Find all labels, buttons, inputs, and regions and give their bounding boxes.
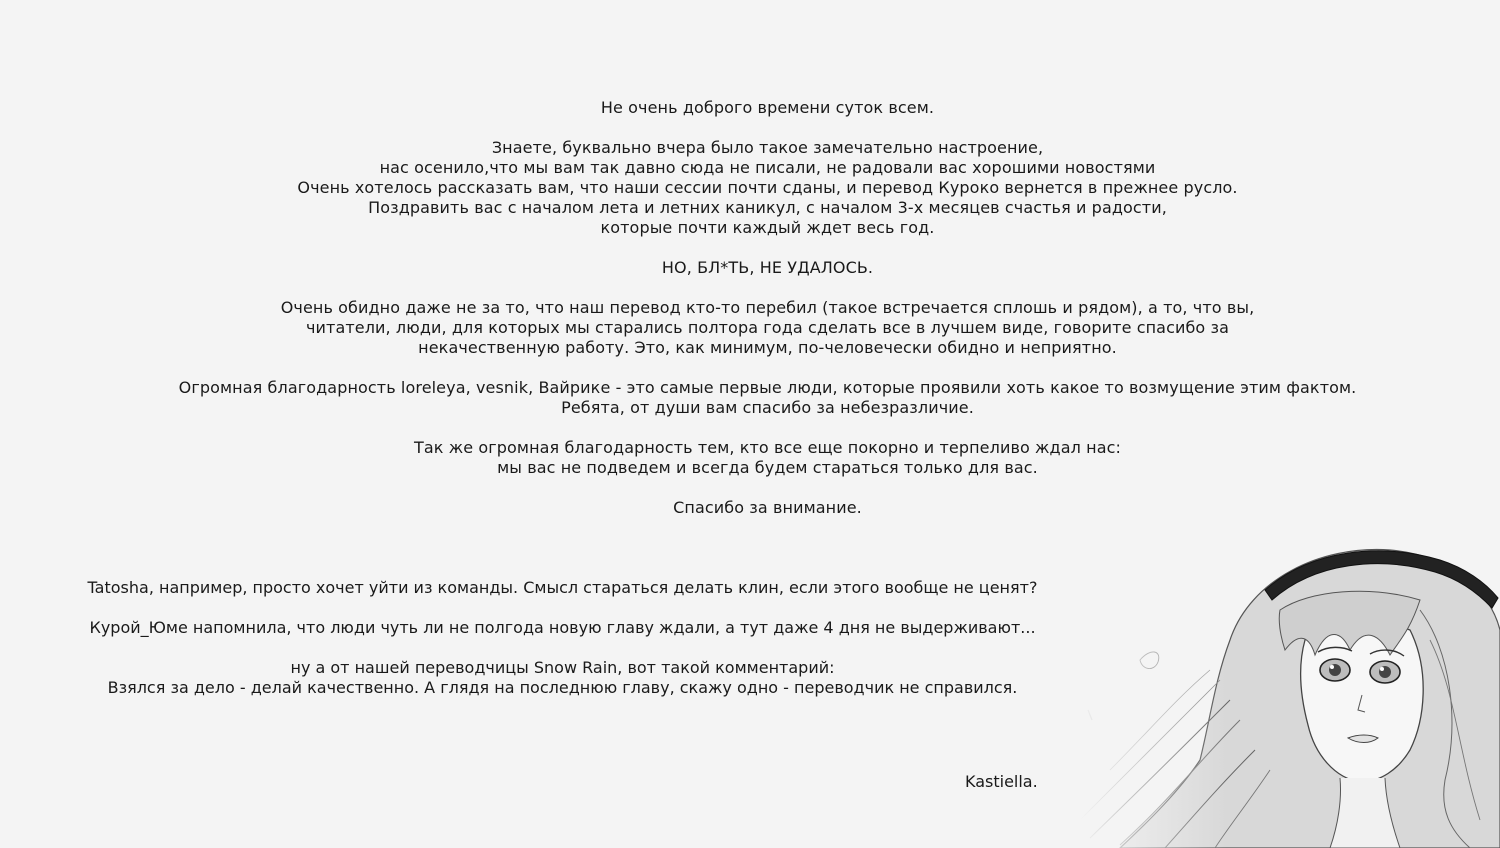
text-line: Очень хотелось рассказать вам, что наши сессии почти сданы, и перевод Куроко вернется в прежнее русло.	[297, 178, 1238, 197]
text-line: которые почти каждый ждет весь год.	[600, 218, 935, 237]
text-line: ну а от нашей переводчицы Snow Rain, вот такой комментарий:	[290, 658, 835, 677]
greeting	[0, 98, 1500, 118]
text-line: Ребята, от души вам спасибо за небезразличие.	[561, 398, 974, 417]
signature-text: Kastiella.	[965, 772, 1038, 791]
quote-snow-rain	[0, 658, 1125, 698]
quote-text: Tatosha, например, просто хочет уйти из команды. Смысл стараться делать клин, если этого вообще не ценят?	[87, 578, 1038, 597]
greeting-text: Не очень доброго времени суток всем.	[600, 98, 935, 117]
exclamation	[0, 258, 1500, 278]
paragraph-readers	[0, 438, 1500, 478]
quote-tatosha	[0, 578, 1125, 598]
text-line: Знаете, буквально вчера было такое замечательно настроение,	[491, 138, 1044, 157]
text-line: Огромная благодарность loreleya, vesnik, Вайрике - это самые первые люди, которые проявили хоть какое то возмущение этим фактом.	[178, 378, 1357, 397]
text-line: читатели, люди, для которых мы старались полтора года сделать все в лучшем виде, говорите спасибо за	[305, 318, 1230, 337]
text-line: Так же огромная благодарность тем, кто все еще покорно и терпеливо ждал нас:	[413, 438, 1121, 457]
paragraph-complaint	[0, 298, 1500, 358]
text-line: Поздравить вас с началом лета и летних каникул, с началом 3-х месяцев счастья и радости,	[368, 198, 1167, 217]
text-line: Взялся за дело - делай качественно. А глядя на последнюю главу, скажу одно - переводчик не справился.	[107, 678, 1018, 697]
paragraph-mood	[0, 138, 1500, 238]
closing-text: Спасибо за внимание.	[673, 498, 862, 517]
quote-text: Курой_Юме напомнила, что люди чуть ли не полгода новую главу ждали, а тут даже 4 дня не выдерживают...	[89, 618, 1036, 637]
text-line: мы вас не подведем и всегда будем стараться только для вас.	[497, 458, 1038, 477]
text-line: нас осенило,что мы вам так давно сюда не писали, не радовали вас хорошими новостями	[379, 158, 1156, 177]
closing	[0, 498, 1500, 518]
anime-girl-illustration	[1080, 520, 1500, 848]
text-line: Очень обидно даже не за то, что наш перевод кто-то перебил (такое встречается сплошь и рядом), а то, что вы,	[280, 298, 1255, 317]
letter-body	[0, 98, 1500, 538]
quote-kuroi-yume	[0, 618, 1125, 638]
exclamation-text: НО, БЛ*ТЬ, НЕ УДАЛОСЬ.	[661, 258, 874, 277]
text-line: некачественную работу. Это, как минимум, по-человечески обидно и неприятно.	[418, 338, 1117, 357]
paragraph-gratitude	[0, 378, 1500, 418]
signature	[965, 772, 1038, 792]
team-quotes	[0, 578, 1125, 718]
